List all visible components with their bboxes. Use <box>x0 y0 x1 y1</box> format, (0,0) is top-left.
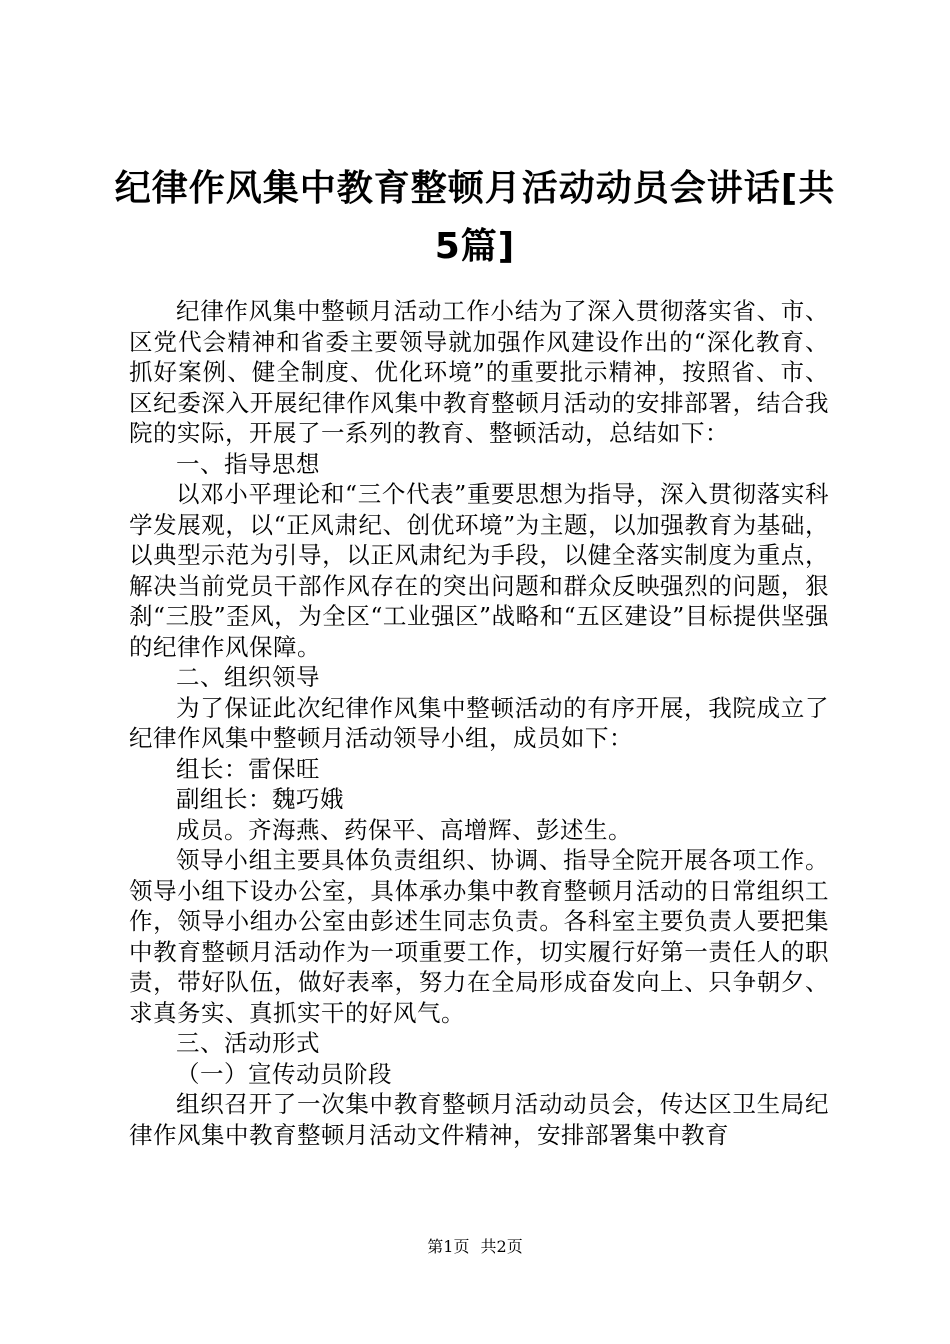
leader-line: 组长：雷保旺 <box>176 754 320 783</box>
page-footer <box>0 1236 950 1258</box>
paragraph-intro: 纪律作风集中整顿月活动工作小结为了深入贯彻落实省、市、区党代会精神和省委主要领导就加强作风建设作出的“深化教育、抓好案例、健全制度、优化环境”的重要批示精神，按照省、市、区纪委深入开展纪律作风集中教育整顿月活动的安排部署，结合我院的实际，开展了一系列的教育、整顿活动，总结如下： <box>129 297 829 447</box>
document-title: 纪律作风集中教育整顿月活动动员会讲话[共5篇] <box>114 168 836 267</box>
paragraph-publicity-stage: 组织召开了一次集中教育整顿月活动动员会，传达区卫生局纪律作风集中教育整顿月活动文件精神，安排部署集中教育 <box>129 1090 829 1149</box>
page-total: 共2页 <box>480 1237 523 1256</box>
paragraph-guiding-ideology: 以邓小平理论和“三个代表”重要思想为指导，深入贯彻落实科学发展观，以“正风肃纪、创优环境”为主题，以加强教育为基础，以典型示范为引导，以正风肃纪为手段，以健全落实制度为重点，解决当前党员干部作风存在的突出问题和群众反映强烈的问题，狠刹“三股”歪风，为全区“工业强区”战略和“五区建设”目标提供坚强的纪律作风保障。 <box>129 480 829 661</box>
document-body <box>129 296 829 1150</box>
paragraph-organization: 为了保证此次纪律作风集中整顿活动的有序开展，我院成立了纪律作风集中整顿月活动领导小组，成员如下： <box>129 693 829 752</box>
page-number: 第1页 <box>427 1237 470 1256</box>
members-line: 成员。齐海燕、药保平、高增辉、彭述生。 <box>176 815 632 844</box>
paragraph-responsibilities: 领导小组主要具体负责组织、协调、指导全院开展各项工作。领导小组下设办公室，具体承办集中教育整顿月活动的日常组织工作，领导小组办公室由彭述生同志负责。各科室主要负责人要把集中教育整顿月活动作为一项重要工作，切实履行好第一责任人的职责，带好队伍，做好表率，努力在全局形成奋发向上、只争朝夕、求真务实、真抓实干的好风气。 <box>129 846 829 1027</box>
heading-activity-form: 三、活动形式 <box>176 1029 320 1057</box>
heading-organization: 二、组织领导 <box>176 663 320 691</box>
subheading-publicity-stage: （一）宣传动员阶段 <box>176 1059 392 1088</box>
heading-guiding-ideology: 一、指导思想 <box>176 449 320 478</box>
deputy-leader-line: 副组长：魏巧娥 <box>176 785 344 813</box>
